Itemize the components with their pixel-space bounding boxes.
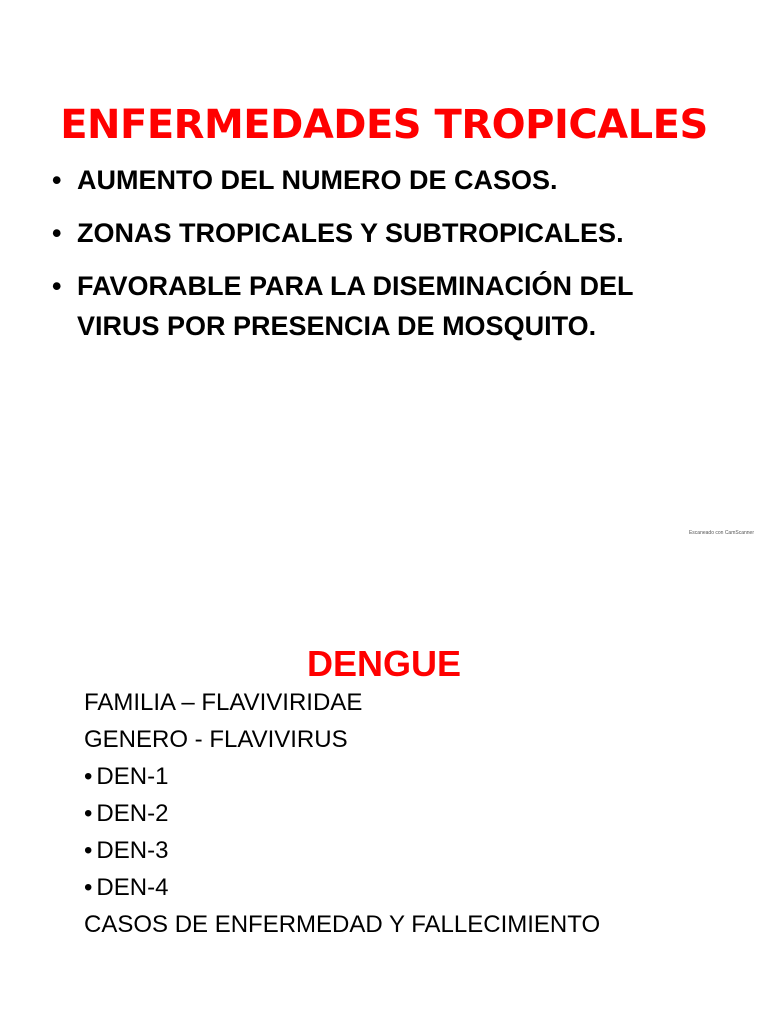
bullet-dot-icon: •	[52, 218, 62, 248]
scanner-watermark: Escaneado con CamScanner	[688, 530, 754, 536]
bullet-dot-icon: •	[84, 837, 93, 864]
bullet-text: AUMENTO DEL NUMERO DE CASOS.	[77, 165, 558, 195]
serotype-item	[84, 869, 724, 906]
bullet-dot-icon: •	[84, 763, 93, 790]
bullet-dot-icon: •	[84, 874, 93, 901]
serotype-item	[84, 758, 724, 795]
bullet-item	[52, 266, 732, 346]
closing-line: CASOS DE ENFERMEDAD Y FALLECIMIENTO	[84, 911, 601, 938]
serotype-item	[84, 795, 724, 832]
serotype-text: DEN-4	[96, 874, 169, 901]
serotype-item	[84, 832, 724, 869]
bullet-item	[52, 160, 732, 200]
bullet-item	[52, 213, 732, 253]
familia-line: FAMILIA – FLAVIVIRIDAE	[84, 689, 363, 716]
bullet-dot-icon: •	[52, 271, 62, 301]
slide-title: ENFERMEDADES TROPICALES	[60, 101, 708, 148]
genero-line: GENERO - FLAVIVIRUS	[84, 726, 348, 753]
slide-title: DENGUE	[306, 642, 462, 684]
serotype-text: DEN-2	[96, 800, 169, 827]
serotype-text: DEN-3	[96, 837, 169, 864]
bullet-text-line: FAVORABLE PARA LA DISEMINACIÓN DEL	[77, 271, 634, 301]
bullet-text: ZONAS TROPICALES Y SUBTROPICALES.	[77, 218, 624, 248]
bullet-list	[52, 160, 732, 359]
slide-content	[84, 684, 724, 943]
bullet-text-line: VIRUS POR PRESENCIA DE MOSQUITO.	[77, 311, 597, 341]
bullet-dot-icon: •	[84, 800, 93, 827]
bullet-dot-icon: •	[52, 165, 62, 195]
serotype-text: DEN-1	[96, 763, 169, 790]
slide-dengue	[0, 576, 768, 1024]
